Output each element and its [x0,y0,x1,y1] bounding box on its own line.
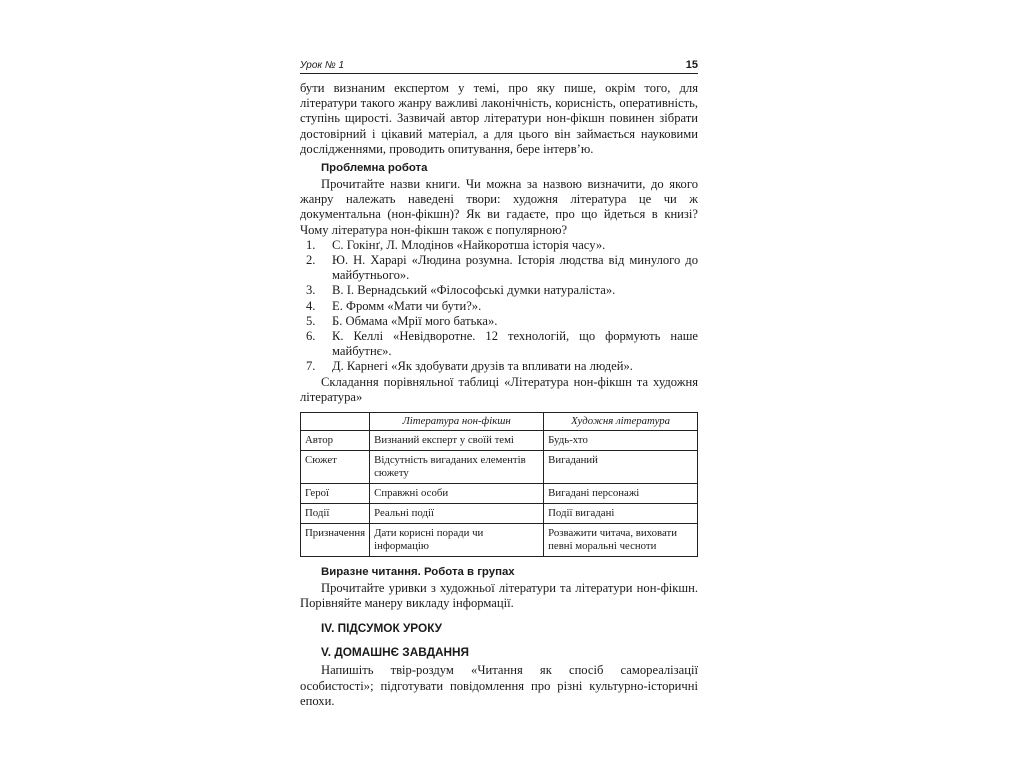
table-header-cell: Література нон-фікшн [370,413,544,431]
list-item: 2. Ю. Н. Харарі «Людина розумна. Історія людства від минулого до майбутнього». [306,253,698,283]
problem-paragraph: Прочитайте назви книги. Чи можна за назвою визначити, до якого жанру належать наведені твори: художня література це чи ж документальна (нон-фікшн)? Як ви гадаєте, про що йдеться в книзі? Чому література нон-фікшн також є популярною? [300,177,698,237]
table-cell: Будь-хто [544,431,698,451]
list-item: 6. К. Келлі «Невідворотне. 12 технологій, що формують наше майбутнє». [306,329,698,359]
table-row [301,431,698,451]
table-row [301,524,698,557]
table-row [301,504,698,524]
table-intro: Складання порівняльної таблиці «Література нон-фікшн та художня література» [300,374,698,404]
table-cell: Сюжет [301,451,370,484]
book-list [300,238,698,375]
table-header-cell: Художня література [544,413,698,431]
table-cell: Відсутність вигаданих елементів сюжету [370,451,544,484]
table-cell: Дати корисні поради чи інформацію [370,524,544,557]
table-cell: Автор [301,431,370,451]
table-cell: Розважити читача, виховати певні моральні чесноти [544,524,698,557]
list-item: 1. С. Гокінґ, Л. Млодінов «Найкоротша історія часу». [306,237,606,252]
table-cell: Визнаний експерт у своїй темі [370,431,544,451]
book-page [300,55,698,709]
table-cell: Події [301,504,370,524]
table-row [301,451,698,484]
table-cell: Призначення [301,524,370,557]
reading-paragraph: Прочитайте уривки з художньої літератури та літератури нон-фікшн. Порівняйте манеру викладу інформації. [300,581,698,611]
intro-paragraph: бути визнаним експертом у темі, про яку пише, окрім того, для літератури такого жанру важливі лаконічність, корисність, оперативність, ступінь щирості. Зазвичай автор літератури нон-фікшн повинен зібрати достовірний і цікавий матеріал, а для цього він займається науковими дослідженнями, проводить опитування, бере інтерв’ю. [300,81,698,156]
homework-paragraph: Напишіть твір-роздум «Читання як спосіб самореалізації особистості»; підготувати повідомлення про різні культурно-історичні епохи. [300,663,698,708]
table-cell: Справжні особи [370,484,544,504]
list-item: 3. В. І. Вернадський «Філософські думки натураліста». [306,283,616,298]
list-item: 7. Д. Карнегі «Як здобувати друзів та впливати на людей». [306,359,633,374]
page-number: 15 [685,59,698,71]
table-cell: Реальні події [370,504,544,524]
table-cell: Вигадані персонажі [544,484,698,504]
table-cell: Герої [301,484,370,504]
table-cell: Вигаданий [544,451,698,484]
page-header [300,55,698,74]
table-header-cell [301,413,370,431]
lesson-label: Урок № 1 [300,60,345,71]
problem-heading: Проблемна робота [321,162,428,175]
table-row [301,484,698,504]
comparison-table [300,412,698,557]
list-item: 4. Е. Фромм «Мати чи бути?». [306,298,482,313]
reading-heading: Виразне читання. Робота в групах [321,566,515,579]
homework-heading: V. ДОМАШНЄ ЗАВДАННЯ [321,645,470,660]
table-header-row [301,413,698,431]
summary-heading: IV. ПІДСУМОК УРОКУ [321,621,443,636]
table-cell: Події вигадані [544,504,698,524]
list-item: 5. Б. Обмама «Мрії мого батька». [306,313,498,328]
